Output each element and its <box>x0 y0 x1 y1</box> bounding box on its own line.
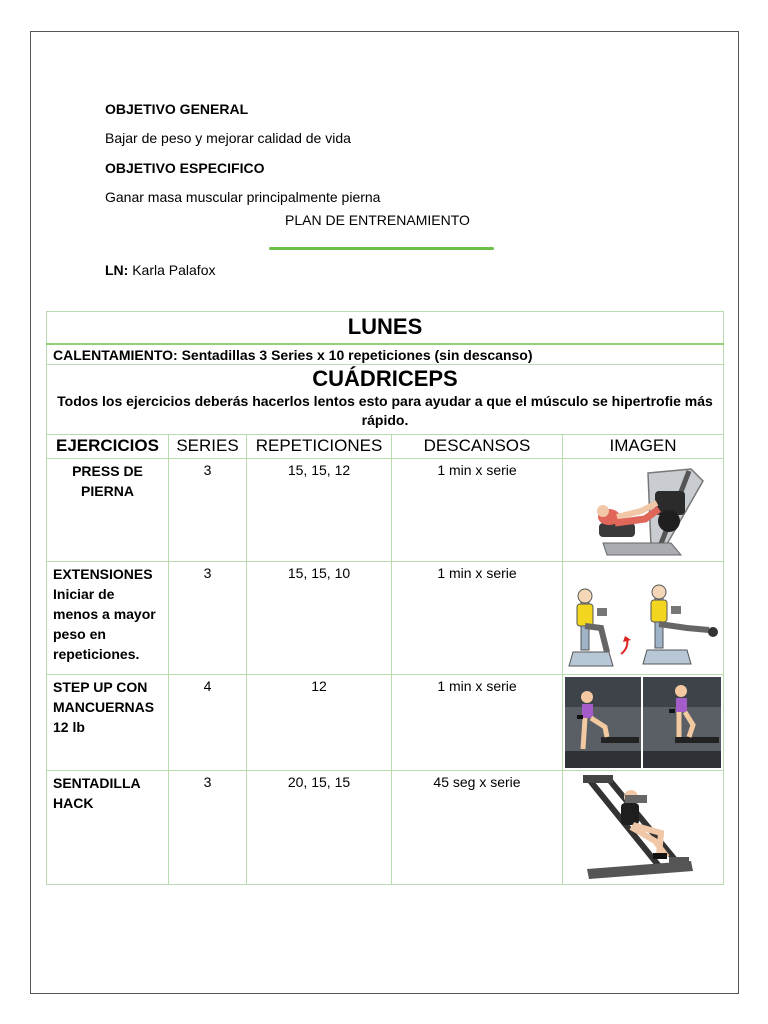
exercise-reps: 12 <box>247 675 392 771</box>
exercise-reps: 15, 15, 12 <box>247 459 392 562</box>
step-up-photos-icon <box>563 675 723 770</box>
column-header-image: IMAGEN <box>563 435 724 459</box>
table-row <box>47 675 724 771</box>
general-objective-text: Bajar de peso y mejorar calidad de vida <box>105 130 351 146</box>
specific-objective-text: Ganar masa muscular principalmente pierna <box>105 189 381 205</box>
leg-press-machine-icon <box>563 459 723 561</box>
leg-extension-machine-icon <box>563 562 723 674</box>
hack-squat-machine-icon <box>563 771 723 884</box>
document-page <box>30 31 739 994</box>
exercise-rest: 1 min x serie <box>392 459 563 562</box>
exercise-rest: 1 min x serie <box>392 675 563 771</box>
leg-extension-image <box>563 562 724 675</box>
exercise-name: STEP UP CON MANCUERNAS 12 lb <box>47 675 169 771</box>
column-header-rest: DESCANSOS <box>392 435 563 459</box>
general-objective-label: OBJETIVO GENERAL <box>105 101 249 117</box>
step-up-image <box>563 675 724 771</box>
exercise-rest: 45 seg x serie <box>392 771 563 885</box>
specific-objective-label: OBJETIVO ESPECIFICO <box>105 160 265 176</box>
day-title: LUNES <box>47 312 724 344</box>
ln-name: Karla Palafox <box>132 262 216 278</box>
exercise-rest: 1 min x serie <box>392 562 563 675</box>
exercise-series: 3 <box>169 771 247 885</box>
table-row <box>47 459 724 562</box>
nutritionist-line <box>105 262 216 279</box>
plan-title: PLAN DE ENTRENAMIENTO <box>285 212 470 228</box>
column-header-exercises: EJERCICIOS <box>47 435 169 459</box>
exercise-name: PRESS DE PIERNA <box>47 459 169 562</box>
muscle-group-cell <box>47 365 724 435</box>
exercise-reps: 20, 15, 15 <box>247 771 392 885</box>
exercise-series: 4 <box>169 675 247 771</box>
table-row <box>47 771 724 885</box>
table-row <box>47 562 724 675</box>
column-header-reps: REPETICIONES <box>247 435 392 459</box>
muscle-group-title: CUÁDRICEPS <box>312 366 458 391</box>
warmup-row: CALENTAMIENTO: Sentadillas 3 Series x 10 repeticiones (sin descanso) <box>47 344 724 365</box>
ln-label: LN: <box>105 262 129 278</box>
column-header-series: SERIES <box>169 435 247 459</box>
hack-squat-image <box>563 771 724 885</box>
title-underline <box>269 247 494 250</box>
leg-press-image <box>563 459 724 562</box>
exercise-series: 3 <box>169 459 247 562</box>
exercise-name: SENTADILLA HACK <box>47 771 169 885</box>
exercise-series: 3 <box>169 562 247 675</box>
muscle-group-note: Todos los ejercicios deberás hacerlos lentos esto para ayudar a que el músculo se hipertrofie más rápido. <box>57 393 713 428</box>
exercise-name: EXTENSIONES Iniciar de menos a mayor peso en repeticiones. <box>47 562 169 675</box>
exercise-reps: 15, 15, 10 <box>247 562 392 675</box>
training-table <box>46 311 724 885</box>
